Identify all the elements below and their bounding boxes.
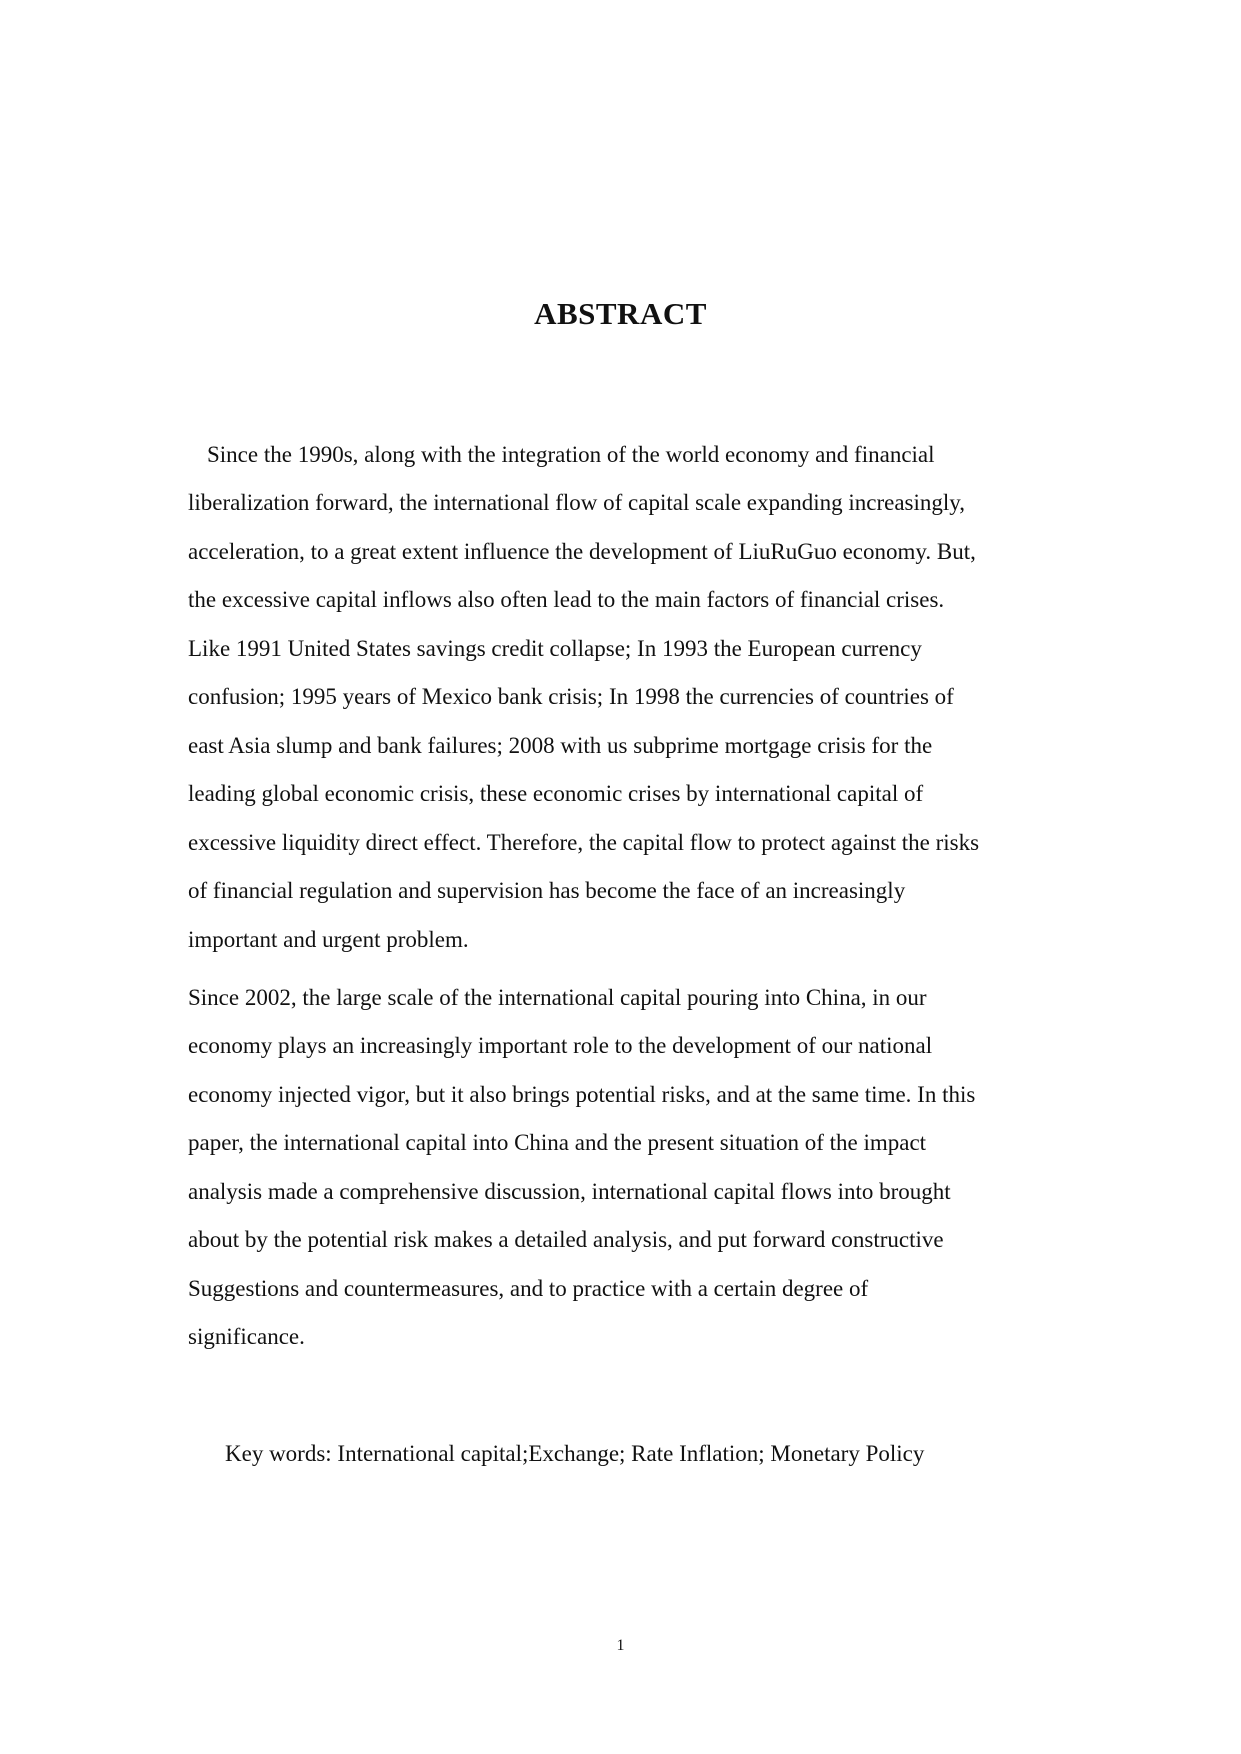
text-line: analysis made a comprehensive discussion, international capital flows into brought (188, 1179, 951, 1204)
page-number: 1 (616, 1637, 625, 1654)
text-line: significance. (188, 1324, 305, 1349)
text-line: Like 1991 United States savings credit collapse; In 1993 the European currency (188, 636, 922, 661)
text-line: Since 2002, the large scale of the international capital pouring into China, in our (188, 985, 927, 1010)
text-line: economy injected vigor, but it also brings potential risks, and at the same time. In this (188, 1082, 976, 1107)
text-line: east Asia slump and bank failures; 2008 with us subprime mortgage crisis for the (188, 733, 933, 758)
text-line: about by the potential risk makes a detailed analysis, and put forward constructive (188, 1227, 944, 1252)
text-line: liberalization forward, the international flow of capital scale expanding increasingly, (188, 490, 966, 515)
text-line: leading global economic crisis, these economic crises by international capital of (188, 781, 924, 806)
text-line: important and urgent problem. (188, 927, 469, 952)
text-line: the excessive capital inflows also often lead to the main factors of financial crises. (188, 587, 945, 612)
text-line: of financial regulation and supervision has become the face of an increasingly (188, 878, 906, 903)
text-line: excessive liquidity direct effect. Therefore, the capital flow to protect against the risks (188, 830, 980, 855)
text-line: Since the 1990s, along with the integration of the world economy and financial (207, 442, 935, 467)
keywords: Key words: International capital;Exchange; Rate Inflation; Monetary Policy (225, 1441, 925, 1466)
text-line: Suggestions and countermeasures, and to practice with a certain degree of (188, 1276, 869, 1301)
page-title: ABSTRACT (534, 296, 707, 331)
text-line: economy plays an increasingly important role to the development of our national (188, 1033, 933, 1058)
text-line: paper, the international capital into China and the present situation of the impact (188, 1130, 927, 1155)
text-line: confusion; 1995 years of Mexico bank crisis; In 1998 the currencies of countries of (188, 684, 954, 709)
text-line: acceleration, to a great extent influence the development of LiuRuGuo economy. But, (188, 539, 976, 564)
